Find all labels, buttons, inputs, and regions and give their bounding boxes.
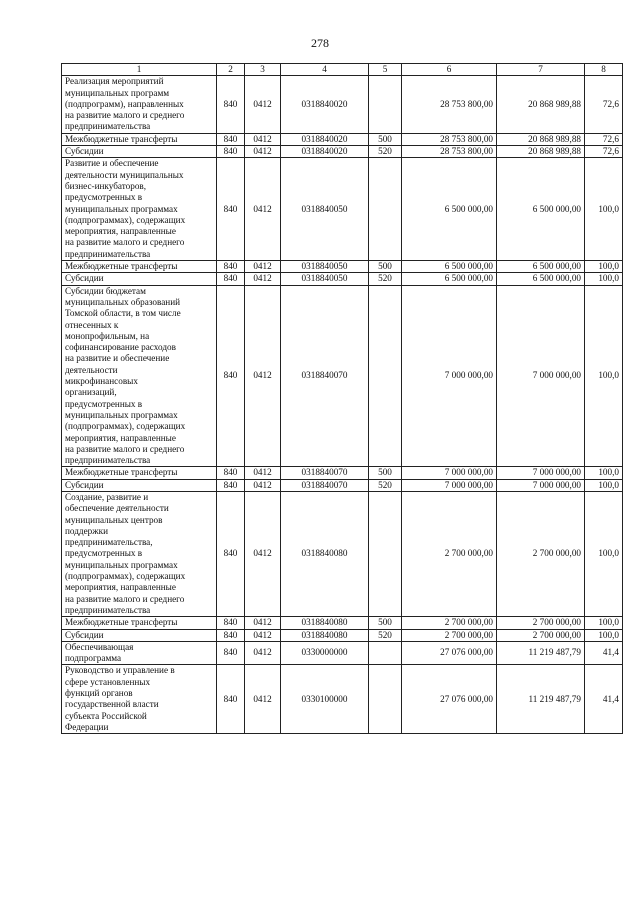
execution-percent-cell: 100,0 <box>585 158 623 261</box>
actual-amount-cell: 2 700 000,00 <box>497 617 585 629</box>
ministry-code-cell: 840 <box>217 629 245 641</box>
expense-name-cell: Обеспечивающая подпрограмма <box>62 641 217 665</box>
column-number-header: 6 <box>402 64 497 76</box>
planned-amount-cell: 28 753 800,00 <box>402 146 497 158</box>
execution-percent-cell: 100,0 <box>585 261 623 273</box>
execution-percent-cell: 100,0 <box>585 285 623 467</box>
section-code-cell: 0412 <box>245 273 281 285</box>
column-number-header: 1 <box>62 64 217 76</box>
section-code-cell: 0412 <box>245 491 281 616</box>
table-row <box>62 641 623 665</box>
table-row <box>62 158 623 261</box>
planned-amount-cell: 6 500 000,00 <box>402 158 497 261</box>
ministry-code-cell: 840 <box>217 273 245 285</box>
section-code-cell: 0412 <box>245 261 281 273</box>
target-article-cell: 0318840080 <box>281 629 369 641</box>
planned-amount-cell: 7 000 000,00 <box>402 285 497 467</box>
column-number-header: 7 <box>497 64 585 76</box>
section-code-cell: 0412 <box>245 629 281 641</box>
ministry-code-cell: 840 <box>217 158 245 261</box>
target-article-cell: 0318840080 <box>281 617 369 629</box>
expense-type-cell <box>369 158 402 261</box>
table-row <box>62 629 623 641</box>
planned-amount-cell: 2 700 000,00 <box>402 617 497 629</box>
planned-amount-cell: 2 700 000,00 <box>402 491 497 616</box>
table-row <box>62 146 623 158</box>
target-article-cell: 0318840050 <box>281 261 369 273</box>
expense-name-cell: Межбюджетные трансферты <box>62 617 217 629</box>
ministry-code-cell: 840 <box>217 617 245 629</box>
column-number-row <box>62 64 623 76</box>
section-code-cell: 0412 <box>245 146 281 158</box>
execution-percent-cell: 41,4 <box>585 641 623 665</box>
target-article-cell: 0330100000 <box>281 665 369 734</box>
table-row <box>62 665 623 734</box>
section-code-cell: 0412 <box>245 617 281 629</box>
expense-type-cell <box>369 665 402 734</box>
expense-name-cell: Межбюджетные трансферты <box>62 467 217 479</box>
expense-type-cell: 520 <box>369 146 402 158</box>
ministry-code-cell: 840 <box>217 479 245 491</box>
target-article-cell: 0318840050 <box>281 273 369 285</box>
expense-type-cell: 500 <box>369 467 402 479</box>
expense-name-cell: Субсидии <box>62 629 217 641</box>
target-article-cell: 0318840020 <box>281 76 369 133</box>
ministry-code-cell: 840 <box>217 146 245 158</box>
actual-amount-cell: 7 000 000,00 <box>497 479 585 491</box>
planned-amount-cell: 2 700 000,00 <box>402 629 497 641</box>
table-row <box>62 491 623 616</box>
ministry-code-cell: 840 <box>217 641 245 665</box>
expense-name-cell: Субсидии <box>62 479 217 491</box>
expense-name-cell: Субсидии <box>62 146 217 158</box>
section-code-cell: 0412 <box>245 158 281 261</box>
actual-amount-cell: 2 700 000,00 <box>497 629 585 641</box>
expense-name-cell: Субсидии бюджетам муниципальных образований Томской области, в том числе отнесенных к монопрофильным, на софинансирование расходов на развитие и обеспечение деятельности микрофинансовых организаций, предусмотренных в муниципальных программах (подпрограммах), содержащих мероприятия, направленные на развитие малого и среднего предпринимательства <box>62 285 217 467</box>
target-article-cell: 0330000000 <box>281 641 369 665</box>
column-number-header: 8 <box>585 64 623 76</box>
expense-name-cell: Реализация мероприятий муниципальных программ (подпрограмм), направленных на развитие малого и среднего предпринимательства <box>62 76 217 133</box>
expense-type-cell: 520 <box>369 479 402 491</box>
actual-amount-cell: 11 219 487,79 <box>497 641 585 665</box>
section-code-cell: 0412 <box>245 479 281 491</box>
actual-amount-cell: 20 868 989,88 <box>497 146 585 158</box>
ministry-code-cell: 840 <box>217 467 245 479</box>
actual-amount-cell: 6 500 000,00 <box>497 273 585 285</box>
expense-name-cell: Создание, развитие и обеспечение деятельности муниципальных центров поддержки предпринимательства, предусмотренных в муниципальных программах (подпрограммах), содержащих мероприятия, направленные на развитие малого и среднего предпринимательства <box>62 491 217 616</box>
expense-type-cell <box>369 76 402 133</box>
ministry-code-cell: 840 <box>217 261 245 273</box>
section-code-cell: 0412 <box>245 285 281 467</box>
table-row <box>62 76 623 133</box>
expense-type-cell: 500 <box>369 261 402 273</box>
execution-percent-cell: 41,4 <box>585 665 623 734</box>
actual-amount-cell: 11 219 487,79 <box>497 665 585 734</box>
execution-percent-cell: 100,0 <box>585 273 623 285</box>
planned-amount-cell: 27 076 000,00 <box>402 665 497 734</box>
expense-name-cell: Субсидии <box>62 273 217 285</box>
column-number-header: 3 <box>245 64 281 76</box>
actual-amount-cell: 6 500 000,00 <box>497 261 585 273</box>
expense-type-cell: 520 <box>369 273 402 285</box>
expense-type-cell <box>369 285 402 467</box>
expense-name-cell: Межбюджетные трансферты <box>62 133 217 145</box>
execution-percent-cell: 72,6 <box>585 76 623 133</box>
target-article-cell: 0318840020 <box>281 133 369 145</box>
expense-type-cell <box>369 641 402 665</box>
table-row <box>62 261 623 273</box>
execution-percent-cell: 100,0 <box>585 491 623 616</box>
planned-amount-cell: 7 000 000,00 <box>402 467 497 479</box>
planned-amount-cell: 28 753 800,00 <box>402 76 497 133</box>
actual-amount-cell: 7 000 000,00 <box>497 467 585 479</box>
expense-type-cell: 500 <box>369 133 402 145</box>
section-code-cell: 0412 <box>245 467 281 479</box>
expense-type-cell: 520 <box>369 629 402 641</box>
column-number-header: 5 <box>369 64 402 76</box>
execution-percent-cell: 100,0 <box>585 467 623 479</box>
page-number: 278 <box>311 36 329 50</box>
execution-percent-cell: 72,6 <box>585 133 623 145</box>
table-row <box>62 133 623 145</box>
table-row <box>62 617 623 629</box>
target-article-cell: 0318840080 <box>281 491 369 616</box>
column-number-header: 2 <box>217 64 245 76</box>
ministry-code-cell: 840 <box>217 491 245 616</box>
target-article-cell: 0318840050 <box>281 158 369 261</box>
planned-amount-cell: 6 500 000,00 <box>402 261 497 273</box>
ministry-code-cell: 840 <box>217 76 245 133</box>
budget-table <box>61 63 623 734</box>
table-row <box>62 467 623 479</box>
section-code-cell: 0412 <box>245 641 281 665</box>
actual-amount-cell: 20 868 989,88 <box>497 133 585 145</box>
target-article-cell: 0318840020 <box>281 146 369 158</box>
table-row <box>62 285 623 467</box>
actual-amount-cell: 2 700 000,00 <box>497 491 585 616</box>
section-code-cell: 0412 <box>245 76 281 133</box>
planned-amount-cell: 27 076 000,00 <box>402 641 497 665</box>
expense-type-cell <box>369 491 402 616</box>
planned-amount-cell: 6 500 000,00 <box>402 273 497 285</box>
section-code-cell: 0412 <box>245 133 281 145</box>
actual-amount-cell: 7 000 000,00 <box>497 285 585 467</box>
table-row <box>62 479 623 491</box>
target-article-cell: 0318840070 <box>281 479 369 491</box>
expense-name-cell: Развитие и обеспечение деятельности муниципальных бизнес-инкубаторов, предусмотренных в муниципальных программах (подпрограммах), содержащих мероприятия, направленные на развитие малого и среднего предпринимательства <box>62 158 217 261</box>
table-row <box>62 273 623 285</box>
expense-type-cell: 500 <box>369 617 402 629</box>
target-article-cell: 0318840070 <box>281 467 369 479</box>
execution-percent-cell: 72,6 <box>585 146 623 158</box>
actual-amount-cell: 6 500 000,00 <box>497 158 585 261</box>
ministry-code-cell: 840 <box>217 285 245 467</box>
section-code-cell: 0412 <box>245 665 281 734</box>
execution-percent-cell: 100,0 <box>585 629 623 641</box>
expense-name-cell: Руководство и управление в сфере установленных функций органов государственной власти субъекта Российской Федерации <box>62 665 217 734</box>
target-article-cell: 0318840070 <box>281 285 369 467</box>
planned-amount-cell: 28 753 800,00 <box>402 133 497 145</box>
actual-amount-cell: 20 868 989,88 <box>497 76 585 133</box>
execution-percent-cell: 100,0 <box>585 617 623 629</box>
column-number-header: 4 <box>281 64 369 76</box>
planned-amount-cell: 7 000 000,00 <box>402 479 497 491</box>
ministry-code-cell: 840 <box>217 665 245 734</box>
ministry-code-cell: 840 <box>217 133 245 145</box>
execution-percent-cell: 100,0 <box>585 479 623 491</box>
expense-name-cell: Межбюджетные трансферты <box>62 261 217 273</box>
